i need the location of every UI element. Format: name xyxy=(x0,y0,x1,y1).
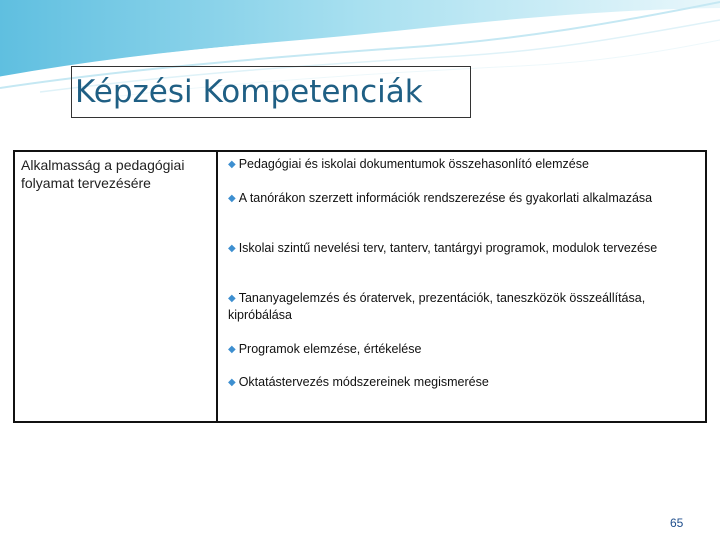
competency-category-cell: Alkalmasság a pedagógiai folyamat tervezésére xyxy=(15,152,218,421)
diamond-bullet-icon: ◆ xyxy=(228,243,236,254)
list-item: ◆ Oktatástervezés módszereinek megismerése xyxy=(228,375,489,389)
list-item: ◆ Pedagógiai és iskolai dokumentumok összehasonlító elemzése xyxy=(228,157,589,171)
diamond-bullet-icon: ◆ xyxy=(228,193,236,204)
list-item: ◆ Iskolai szintű nevelési terv, tanterv, tantárgyi programok, modulok tervezése xyxy=(228,241,658,255)
title-box xyxy=(71,66,471,118)
page-title: Képzési Kompetenciák xyxy=(75,74,423,110)
list-item: ◆ Programok elemzése, értékelése xyxy=(228,342,422,356)
list-item: ◆ A tanórákon szerzett információk rendszerezése és gyakorlati alkalmazása xyxy=(228,191,653,205)
diamond-bullet-icon: ◆ xyxy=(228,293,236,304)
diamond-bullet-icon: ◆ xyxy=(228,377,236,388)
diamond-bullet-icon: ◆ xyxy=(228,344,236,355)
page-number: 65 xyxy=(670,516,684,530)
diamond-bullet-icon: ◆ xyxy=(228,159,236,170)
list-item: ◆ Tananyagelemzés és óratervek, prezentációk, taneszközök összeállítása, kipróbálása xyxy=(228,291,646,322)
competency-table xyxy=(13,150,707,423)
competency-items-cell xyxy=(218,152,705,421)
